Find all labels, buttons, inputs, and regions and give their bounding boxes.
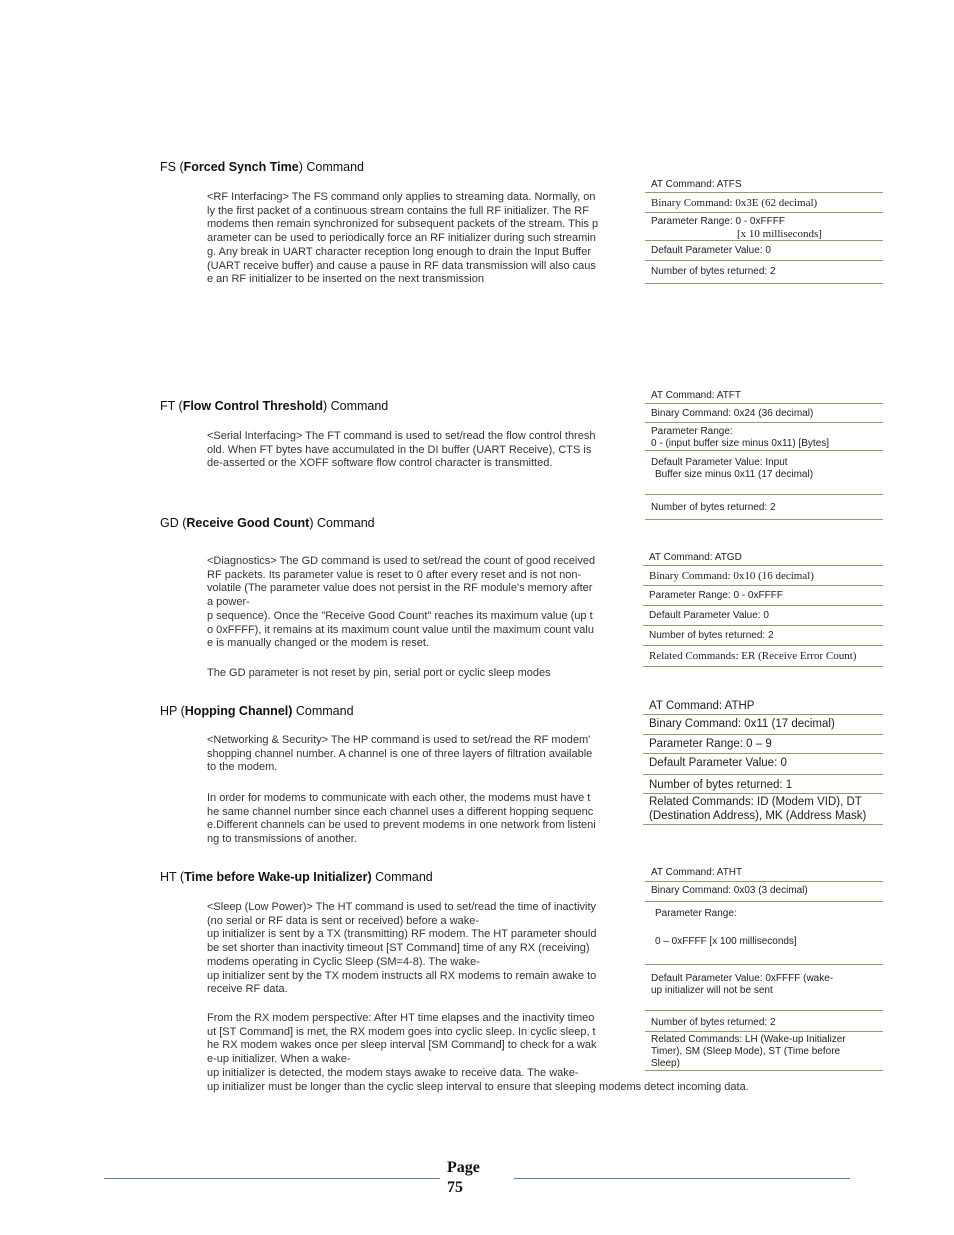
ht-parameter-range — [645, 902, 883, 965]
text-line: AT Command: ATGD — [649, 552, 742, 563]
fs-at-command — [645, 178, 883, 193]
text-line: (UART receive buffer) and cause a pause in RF data transmission will also caus — [207, 259, 596, 272]
text-line: Number of bytes returned: 1 — [649, 779, 793, 791]
ft-at-command — [645, 389, 883, 404]
gd-note — [207, 667, 632, 681]
ht-default-value — [645, 965, 883, 1011]
text-line: <Sleep (Low Power)> The HT command is used to set/read the time of inactivity — [207, 901, 597, 913]
ft-description — [207, 430, 632, 471]
gd-at-command — [643, 551, 883, 566]
ft-command-table — [645, 389, 883, 520]
text-line: AT Command: ATHP — [649, 700, 755, 712]
fs-description — [207, 191, 632, 287]
hp-related-commands — [643, 794, 883, 825]
text-line: AT Command: ATFS — [651, 179, 742, 190]
text-line: <Networking & Security> The HP command is used to set/read the RF modem' — [207, 734, 591, 746]
text-line: up initializer sent by the TX modem instructs all RX modems to remain awake to — [207, 969, 597, 982]
text-line: [x 10 milliseconds] — [737, 228, 822, 240]
text-line: <Diagnostics> The GD command is used to set/read the count of good received — [207, 555, 596, 567]
text-line: he same channel number since each channel uses a different hopping sequenc — [207, 805, 594, 818]
hp-section-title: HP (Hopping Channel) Command — [160, 704, 354, 718]
text-line: up initializer is sent by a TX (transmitting) RF modem. The HT parameter should — [207, 928, 597, 941]
text-line: volatile (The parameter value does not persist in the RF module's memory after — [207, 582, 593, 595]
fs-default-value — [645, 241, 883, 261]
text-line: ly the first packet of a continuous stream contains the full RF initializer. The RF — [207, 204, 589, 217]
text-line: up initializer must be longer than the cyclic sleep interval to ensure that sleeping modems detect incoming data. — [207, 1080, 749, 1093]
footer-rule-right — [514, 1178, 850, 1179]
fs-binary-command — [645, 193, 883, 213]
page-number: Page 75 — [447, 1159, 480, 1196]
ht-related-commands — [645, 1032, 883, 1071]
text-line: up initializer will not be sent — [651, 985, 773, 996]
ft-default-value — [645, 451, 883, 495]
text-line: Related Commands: ER (Receive Error Count) — [649, 650, 857, 662]
hp-at-command — [643, 699, 883, 715]
text-line: Number of bytes returned: 2 — [649, 630, 774, 641]
text-line: be set shorter than inactivity timeout [ST Command] time of any RX (receiving) — [207, 942, 590, 955]
fs-section-title: FS (Forced Synch Time) Command — [160, 160, 364, 174]
text-line: Binary Command: 0x11 (17 decimal) — [649, 718, 835, 730]
text-line: Parameter Range: 0 – 9 — [649, 738, 772, 750]
ft-bytes-returned — [645, 495, 883, 520]
ht-at-command — [645, 866, 883, 882]
text-line: AT Command: ATHT — [651, 867, 743, 878]
hp-parameter-range — [643, 735, 883, 754]
gd-command-table — [643, 551, 883, 667]
hp-command-table — [643, 699, 883, 825]
text-line: to the modem. — [207, 761, 278, 774]
text-line: modems then remain synchronized for subsequent packets of the stream. This p — [207, 218, 599, 231]
text-line: Parameter Range: — [655, 908, 737, 919]
text-line: de-asserted or the XOFF software flow control character is transmitted. — [207, 457, 553, 470]
text-line: 0 - (input buffer size minus 0x11) [Bytes] — [651, 438, 830, 449]
text-line: p sequence). Once the "Receive Good Count" reaches its maximum value (up t — [207, 609, 593, 622]
text-line: Binary Command: 0x24 (36 decimal) — [651, 408, 814, 419]
gd-binary-command — [643, 566, 883, 586]
text-line: The GD parameter is not reset by pin, serial port or cyclic sleep modes — [207, 667, 551, 679]
text-line: <RF Interfacing> The FS command only applies to streaming data. Normally, on — [207, 191, 596, 203]
text-line: arameter can be used to periodically force an RF initializer during such streamin — [207, 232, 596, 245]
text-line: Sleep) — [651, 1058, 680, 1069]
text-line: Related Commands: LH (Wake-up Initializer — [651, 1034, 846, 1045]
fs-parameter-range — [645, 213, 883, 241]
ht-command-table — [645, 866, 883, 1071]
ft-binary-command — [645, 404, 883, 423]
text-line: e an RF initializer to be inserted on the next transmission — [207, 273, 484, 286]
fs-bytes-returned — [645, 261, 883, 284]
text-line: e-up initializer. When a wake- — [207, 1053, 351, 1066]
text-line: up initializer is detected, the modem stays awake to receive data. The wake- — [207, 1066, 579, 1079]
hp-description-2 — [207, 792, 632, 847]
text-line: Default Parameter Value: 0 — [649, 757, 787, 769]
text-line: receive RF data. — [207, 983, 288, 996]
gd-description — [207, 555, 632, 651]
text-line: Default Parameter Value: Input — [651, 457, 788, 468]
text-line: From the RX modem perspective: After HT time elapses and the inactivity timeo — [207, 1012, 595, 1024]
ft-section-title: FT (Flow Control Threshold) Command — [160, 399, 389, 413]
text-line: shopping channel number. A channel is one of three layers of filtration available — [207, 747, 593, 760]
text-line: Buffer size minus 0x11 (17 decimal) — [655, 469, 814, 480]
text-line: <Serial Interfacing> The FT command is used to set/read the flow control thresh — [207, 430, 596, 442]
text-line: Parameter Range: 0 - 0xFFFF — [649, 590, 783, 601]
text-line: o 0xFFFF), it remains at its maximum count value until the maximum count valu — [207, 623, 594, 636]
text-line: Binary Command: 0x3E (62 decimal) — [651, 197, 818, 209]
text-line: he RX modem wakes once per sleep interval [SM Command] to check for a wak — [207, 1039, 597, 1052]
text-line: Number of bytes returned: 2 — [651, 1017, 776, 1028]
gd-section-title: GD (Receive Good Count) Command — [160, 516, 375, 530]
hp-description — [207, 734, 632, 775]
ht-binary-command — [645, 882, 883, 902]
text-line: Timer), SM (Sleep Mode), ST (Time before — [651, 1046, 841, 1057]
text-line: old. When FT bytes have accumulated in the DI buffer (UART Receive), CTS is — [207, 443, 592, 456]
text-line: In order for modems to communicate with each other, the modems must have t — [207, 792, 591, 804]
text-line: ut [ST Command] is met, the RX modem goes into cyclic sleep. In cyclic sleep, t — [207, 1025, 596, 1038]
gd-default-value — [643, 606, 883, 626]
text-line: (Destination Address), MK (Address Mask) — [649, 809, 867, 822]
text-line: e.Different channels can be used to prevent modems in one network from listeni — [207, 819, 596, 832]
text-line: modems operating in Cyclic Sleep (SM=4-8). The wake- — [207, 955, 480, 968]
text-line: Default Parameter Value: 0 — [651, 245, 771, 256]
text-line: ng to transmissions of another. — [207, 833, 357, 846]
ht-bytes-returned — [645, 1011, 883, 1032]
text-line: a power- — [207, 596, 250, 609]
text-line: e is manually changed or the modem is reset. — [207, 637, 429, 650]
gd-parameter-range — [643, 586, 883, 606]
text-line: (no serial or RF data is sent or received) before a wake- — [207, 914, 480, 927]
text-line: RF packets. Its parameter value is reset to 0 after every reset and is not non- — [207, 568, 582, 581]
text-line: Binary Command: 0x10 (16 decimal) — [649, 570, 814, 582]
text-line: 0 – 0xFFFF [x 100 milliseconds] — [655, 936, 797, 947]
text-line: Parameter Range: 0 - 0xFFFF — [651, 216, 785, 227]
text-line: Binary Command: 0x03 (3 decimal) — [651, 885, 808, 896]
text-line: Number of bytes returned: 2 — [651, 266, 776, 277]
text-line: Default Parameter Value: 0xFFFF (wake- — [651, 973, 834, 984]
hp-default-value — [643, 754, 883, 775]
text-line: g. Any break in UART character reception long enough to drain the Input Buffer — [207, 245, 592, 258]
footer-rule-left — [104, 1178, 440, 1179]
text-line: Number of bytes returned: 2 — [651, 502, 776, 513]
fs-command-table — [645, 178, 883, 284]
text-line: Default Parameter Value: 0 — [649, 610, 769, 621]
ht-description — [207, 901, 632, 997]
text-line: Parameter Range: — [651, 426, 733, 437]
gd-related-commands — [643, 646, 883, 667]
ft-parameter-range — [645, 423, 883, 451]
text-line: Related Commands: ID (Modem VID), DT — [649, 796, 862, 808]
gd-bytes-returned — [643, 626, 883, 646]
hp-bytes-returned — [643, 775, 883, 794]
hp-binary-command — [643, 715, 883, 735]
ht-section-title: HT (Time before Wake-up Initializer) Command — [160, 870, 433, 884]
text-line: AT Command: ATFT — [651, 390, 742, 401]
